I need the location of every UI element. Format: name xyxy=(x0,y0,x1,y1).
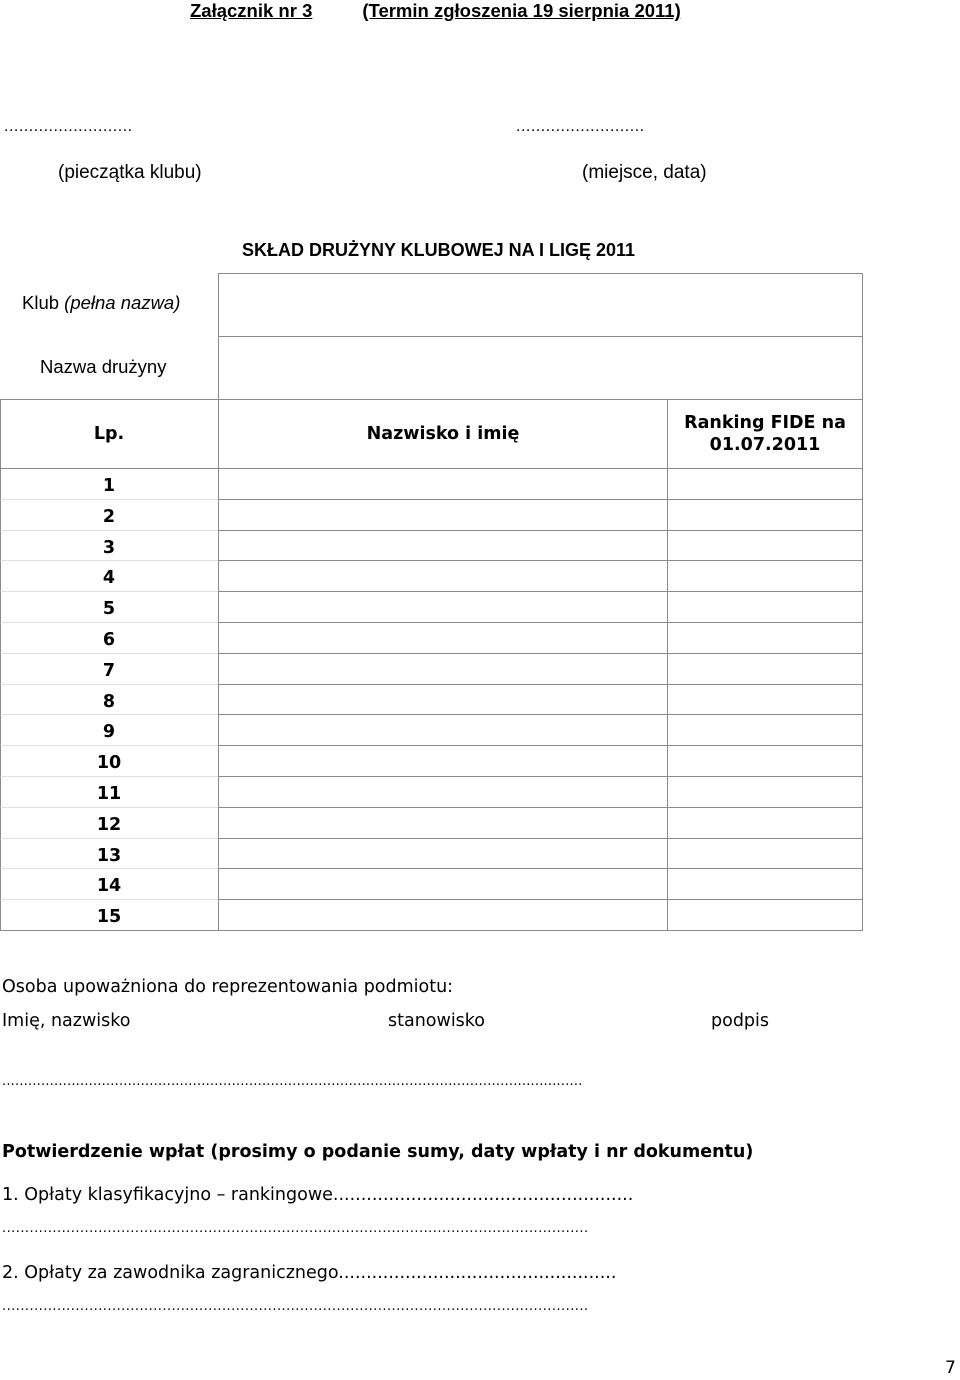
attachment-number: Załącznik nr 3 xyxy=(190,0,313,21)
roster-row-number: 11 xyxy=(96,784,122,804)
roster-ranking-cell[interactable] xyxy=(667,499,863,531)
rep-signature-label: podpis xyxy=(711,1011,770,1031)
roster-row-number: 14 xyxy=(96,876,122,896)
payment-item-2[interactable]: 2. Opłaty za zawodnika zagranicznego.................................................. xyxy=(2,1263,617,1283)
roster-row-number: 15 xyxy=(96,907,122,927)
club-name-field[interactable] xyxy=(218,273,863,337)
payment-item-1[interactable]: 1. Opłaty klasyfikacyjno – rankingowe...................................................... xyxy=(2,1185,634,1205)
roster-ranking-cell[interactable] xyxy=(667,468,863,500)
roster-row-number: 12 xyxy=(96,815,122,835)
roster-ranking-cell[interactable] xyxy=(667,653,863,685)
team-name-field[interactable] xyxy=(218,336,863,400)
roster-row-number: 4 xyxy=(102,568,116,588)
roster-ranking-cell[interactable] xyxy=(667,807,863,839)
payment-item-2-dots[interactable]: ................................................................................................................................ xyxy=(2,1299,589,1314)
roster-ranking-cell[interactable] xyxy=(667,838,863,869)
roster-name-cell[interactable] xyxy=(218,899,668,931)
roster-ranking-cell[interactable] xyxy=(667,899,863,931)
stamp-label: (pieczątka klubu) xyxy=(58,162,202,183)
roster-name-cell[interactable] xyxy=(218,745,668,777)
roster-ranking-cell[interactable] xyxy=(667,684,863,715)
place-date-label: (miejsce, data) xyxy=(582,162,707,183)
roster-name-cell[interactable] xyxy=(218,530,668,561)
roster-name-cell[interactable] xyxy=(218,776,668,808)
roster-ranking-cell[interactable] xyxy=(667,560,863,592)
roster-row-number: 13 xyxy=(96,846,122,866)
roster-name-cell[interactable] xyxy=(218,560,668,592)
roster-name-cell[interactable] xyxy=(218,499,668,531)
roster-ranking-cell[interactable] xyxy=(667,776,863,808)
roster-name-cell[interactable] xyxy=(218,591,668,623)
attachment-heading xyxy=(190,0,681,22)
roster-row-number: 9 xyxy=(102,722,116,742)
roster-row-number: 3 xyxy=(102,538,116,558)
roster-row-number: 8 xyxy=(102,692,116,712)
roster-ranking-cell[interactable] xyxy=(667,745,863,777)
roster-row-number: 6 xyxy=(102,630,116,650)
representative-title: Osoba upoważniona do reprezentowania podmiotu: xyxy=(2,977,454,997)
rep-name-label: Imię, nazwisko xyxy=(2,1011,131,1031)
roster-name-cell[interactable] xyxy=(218,653,668,685)
roster-ranking-cell[interactable] xyxy=(667,530,863,561)
roster-name-cell[interactable] xyxy=(218,622,668,654)
page-number: 7 xyxy=(945,1358,956,1378)
roster-ranking-cell[interactable] xyxy=(667,591,863,623)
roster-row-number: 1 xyxy=(102,476,116,496)
roster-name-cell[interactable] xyxy=(218,714,668,746)
payment-item-1-dots[interactable]: ................................................................................................................................ xyxy=(2,1221,589,1236)
club-name-label: Klub (pełna nazwa) xyxy=(22,292,181,313)
roster-name-cell[interactable] xyxy=(218,868,668,900)
roster-ranking-cell[interactable] xyxy=(667,622,863,654)
roster-row-number: 2 xyxy=(102,507,116,527)
place-date-dots: .......................... xyxy=(516,118,645,135)
roster-name-cell[interactable] xyxy=(218,468,668,500)
col-header-no: Lp. xyxy=(93,424,125,444)
roster-row-number: 5 xyxy=(102,599,116,619)
roster-row-number: 7 xyxy=(102,661,116,681)
roster-name-cell[interactable] xyxy=(218,838,668,869)
roster-name-cell[interactable] xyxy=(218,684,668,715)
submission-deadline: (Termin zgłoszenia 19 sierpnia 2011) xyxy=(362,0,681,21)
rep-position-label: stanowisko xyxy=(388,1011,486,1031)
col-header-ranking: Ranking FIDE na 01.07.2011 xyxy=(684,413,846,455)
col-header-name: Nazwisko i imię xyxy=(366,424,520,444)
payments-title: Potwierdzenie wpłat (prosimy o podanie sumy, daty wpłaty i nr dokumentu) xyxy=(2,1142,754,1162)
stamp-dots: .......................... xyxy=(4,118,133,135)
rep-dots[interactable]: ...................................................................................................................................... xyxy=(2,1074,583,1089)
roster-ranking-cell[interactable] xyxy=(667,714,863,746)
roster-row-number: 10 xyxy=(96,753,122,773)
form-title: SKŁAD DRUŻYNY KLUBOWEJ NA I LIGĘ 2011 xyxy=(242,240,636,260)
roster-name-cell[interactable] xyxy=(218,807,668,839)
team-name-label: Nazwa drużyny xyxy=(40,356,167,377)
roster-ranking-cell[interactable] xyxy=(667,868,863,900)
